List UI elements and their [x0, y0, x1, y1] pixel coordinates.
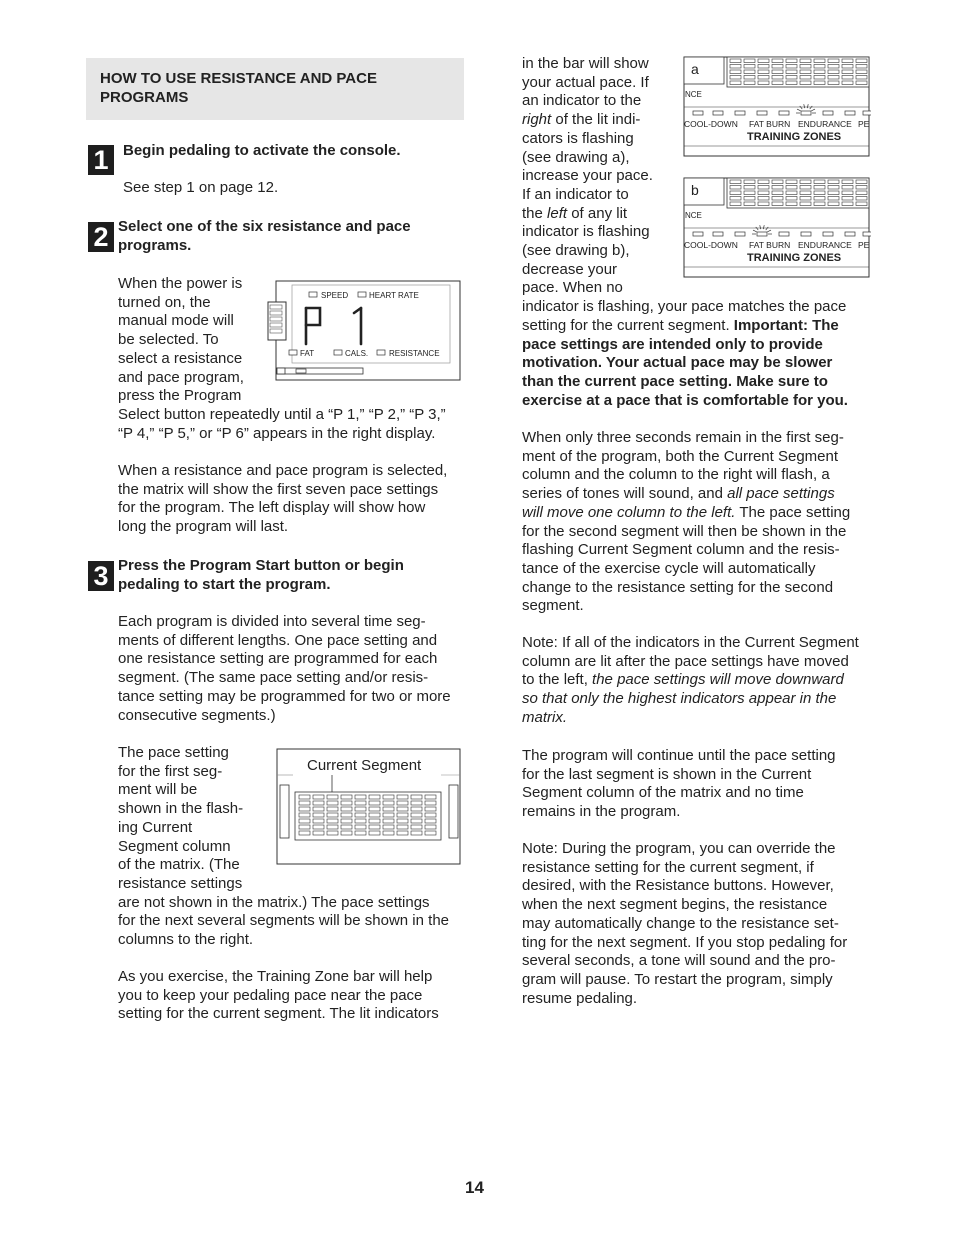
matrix-cell: [327, 813, 338, 817]
speed-label: SPEED: [321, 291, 349, 300]
step1-text: See step 1 on page 12.: [123, 179, 279, 196]
step2-paragraph-1: When the power is turned on, the manual mode will be selected. To select a resistance and pace program, press the Program Select button repeatedly until a “P 1,” “P 2,” “P 3,” “P 4,” “P 5,” or “P 6” appears in the right display.: [118, 275, 446, 442]
heart-rate-label: HEART RATE: [369, 291, 419, 300]
matrix-cell: [369, 831, 380, 835]
matrix-cell: [313, 831, 324, 835]
drawing-letter-a: a: [691, 61, 699, 77]
matrix-cell: [383, 831, 394, 835]
right-paragraph-5: Note: During the program, you can override the resistance setting for the current segment, if desired, with the Resistance buttons. However, when the next segment begins, the resistance may automatically change to the resistance set- ting for the next segment. If you stop pedaling for several seconds, a tone will sound and the pro- gram will pause. To restart the program, simply resume pedaling.: [522, 840, 848, 1007]
step-number-3: 3: [88, 561, 114, 591]
matrix-cell: [299, 825, 310, 829]
matrix-cell: [341, 819, 352, 823]
zone-endurance: ENDURANCE: [798, 240, 852, 250]
zone-fat-burn: FAT BURN: [749, 119, 791, 129]
matrix-cell: [327, 807, 338, 811]
matrix-cell: [425, 795, 436, 799]
matrix-cell: [411, 801, 422, 805]
step3-heading: Press the Program Start button or begin pedaling to start the program.: [118, 557, 404, 593]
matrix-cell: [856, 186, 867, 190]
matrix-cell: [856, 81, 867, 85]
matrix-cell: [425, 801, 436, 805]
matrix-cell: [327, 801, 338, 805]
matrix-cell: [355, 819, 366, 823]
matrix-cell: [383, 813, 394, 817]
matrix-cell: [856, 202, 867, 206]
matrix-cell: [369, 813, 380, 817]
matrix-cell: [383, 819, 394, 823]
matrix-cell: [355, 801, 366, 805]
resistance-label-cut: NCE: [685, 211, 702, 220]
matrix-cell: [411, 831, 422, 835]
matrix-cell: [313, 813, 324, 817]
matrix-cell: [327, 795, 338, 799]
matrix-cell: [425, 825, 436, 829]
resistance-label-cut: NCE: [685, 90, 702, 99]
matrix-cell: [327, 819, 338, 823]
fat-label: FAT: [300, 349, 315, 358]
step3-paragraph-2: The pace setting for the first seg- ment will be shown in the flash- ing Current Segment column of the matrix. (The resistance settings are not shown in the matrix.) The pace settings for the next several segments will be shown in the columns to the right.: [118, 744, 450, 949]
matrix-cell: [355, 813, 366, 817]
matrix-cell: [299, 813, 310, 817]
matrix-cell: [299, 819, 310, 823]
matrix-cell: [856, 191, 867, 195]
matrix-cell: [397, 795, 408, 799]
matrix-cell: [369, 819, 380, 823]
matrix-cell: [383, 795, 394, 799]
matrix-cell: [383, 807, 394, 811]
matrix-cell: [313, 807, 324, 811]
matrix-cell: [411, 819, 422, 823]
matrix-cell: [369, 825, 380, 829]
matrix-cell: [341, 807, 352, 811]
matrix-cell: [411, 825, 422, 829]
matrix-cell: [856, 65, 867, 69]
matrix-cell: [313, 801, 324, 805]
right-paragraph-2: When only three seconds remain in the first seg- ment of the program, both the Current Segment column and the column to the right will flash, a series of tones will sound, and all pace settings will move one column to the left. The pace setting for the second segment will then be shown in the flashing Current Segment column and the resis- tance of the exercise cycle will automatically change to the resistance setting for the second segment.: [522, 429, 851, 615]
zone-peak-cut: PE: [858, 240, 870, 250]
zone-fat-burn: FAT BURN: [749, 240, 791, 250]
matrix-cell: [341, 801, 352, 805]
zone-indicator: [863, 232, 871, 236]
section-title: HOW TO USE RESISTANCE AND PACE PROGRAMS: [100, 70, 377, 106]
matrix-cell: [397, 831, 408, 835]
matrix-cell: [299, 831, 310, 835]
step3-paragraph-1: Each program is divided into several time seg- ments of different lengths. One pace setting and one resistance setting are programmed for each segment. (The same pace setting and/or resis- tance setting may be programmed for two or more consecutive segments.): [118, 613, 451, 724]
right-paragraph-3: Note: If all of the indicators in the Current Segment column are lit after the pace settings have moved to the left, the pace settings will move downward so that only the highest indicators appear in the matrix.: [522, 634, 859, 726]
current-segment-label: Current Segment: [307, 757, 422, 774]
current-segment-figure: [275, 748, 463, 866]
matrix-cell: [341, 831, 352, 835]
matrix-cell: [299, 807, 310, 811]
matrix-cell: [383, 825, 394, 829]
matrix-cell: [369, 807, 380, 811]
zone-cool-down: COOL-DOWN: [684, 119, 738, 129]
zone-cool-down: COOL-DOWN: [684, 240, 738, 250]
matrix-cell: [355, 825, 366, 829]
matrix-cell: [425, 819, 436, 823]
matrix-cell: [856, 180, 867, 184]
step2-heading: Select one of the six resistance and pace programs.: [118, 218, 411, 254]
matrix-cell: [397, 801, 408, 805]
matrix-cell: [355, 795, 366, 799]
matrix-cell: [856, 59, 867, 63]
matrix-cell: [327, 831, 338, 835]
matrix-cell: [411, 813, 422, 817]
matrix-cell: [856, 70, 867, 74]
matrix-cell: [355, 807, 366, 811]
matrix-cell: [299, 795, 310, 799]
training-zones-title: TRAINING ZONES: [747, 252, 842, 264]
matrix-cell: [369, 795, 380, 799]
matrix-cell: [425, 813, 436, 817]
matrix-cell: [397, 813, 408, 817]
matrix-cell: [856, 197, 867, 201]
right-column-narrow-text: in the bar will show your actual pace. If an indicator to the right of the lit indi- cators is flashing (see drawing a), increase your pace. If an indicator to the left of any lit indicator is flashing (see drawing b), decrease your pace. When no indicator is flashing, your pace matches the pace setting for the current segment. Important: The pace settings are intended only to provide motivation. Your actual pace may be slower than the current pace setting. Make sure to exercise at a pace that is comfortable for you.: [522, 55, 848, 409]
step3-paragraph-3: As you exercise, the Training Zone bar will help you to keep your pedaling pace near the pace setting for the current segment. The lit indicators: [118, 968, 439, 1023]
matrix-cell: [341, 813, 352, 817]
resistance-label: RESISTANCE: [389, 349, 440, 358]
matrix-cell: [383, 801, 394, 805]
matrix-cell: [369, 801, 380, 805]
matrix-cell: [341, 795, 352, 799]
matrix-cell: [341, 825, 352, 829]
right-paragraph-4: The program will continue until the pace setting for the last segment is shown in the Current Segment column of the matrix and no time remains in the program.: [522, 747, 836, 821]
matrix-cell: [856, 76, 867, 80]
matrix-cell: [355, 831, 366, 835]
matrix-cell: [397, 825, 408, 829]
drawing-letter-b: b: [691, 182, 699, 198]
matrix-cell: [313, 795, 324, 799]
matrix-cell: [397, 819, 408, 823]
step2-paragraph-2: When a resistance and pace program is selected, the matrix will show the first seven pace settings for the program. The left display will show how long the program will last.: [118, 462, 448, 536]
matrix-cell: [425, 807, 436, 811]
matrix-cell: [411, 807, 422, 811]
matrix-cell: [411, 795, 422, 799]
step-number-2: 2: [88, 222, 114, 252]
matrix-cell: [313, 825, 324, 829]
matrix-cell: [313, 819, 324, 823]
zone-endurance: ENDURANCE: [798, 119, 852, 129]
console-display-figure: [266, 280, 462, 382]
step1-heading: Begin pedaling to activate the console.: [123, 142, 401, 159]
matrix-cell: [327, 825, 338, 829]
matrix-cell: [425, 831, 436, 835]
zone-indicator: [863, 111, 871, 115]
cals-label: CALS.: [345, 349, 369, 358]
training-zones-title: TRAINING ZONES: [747, 131, 842, 143]
zone-peak-cut: PE: [858, 119, 870, 129]
step-number-1: 1: [88, 145, 114, 175]
matrix-cell: [299, 801, 310, 805]
page-number: 14: [465, 1178, 484, 1197]
matrix-cell: [397, 807, 408, 811]
